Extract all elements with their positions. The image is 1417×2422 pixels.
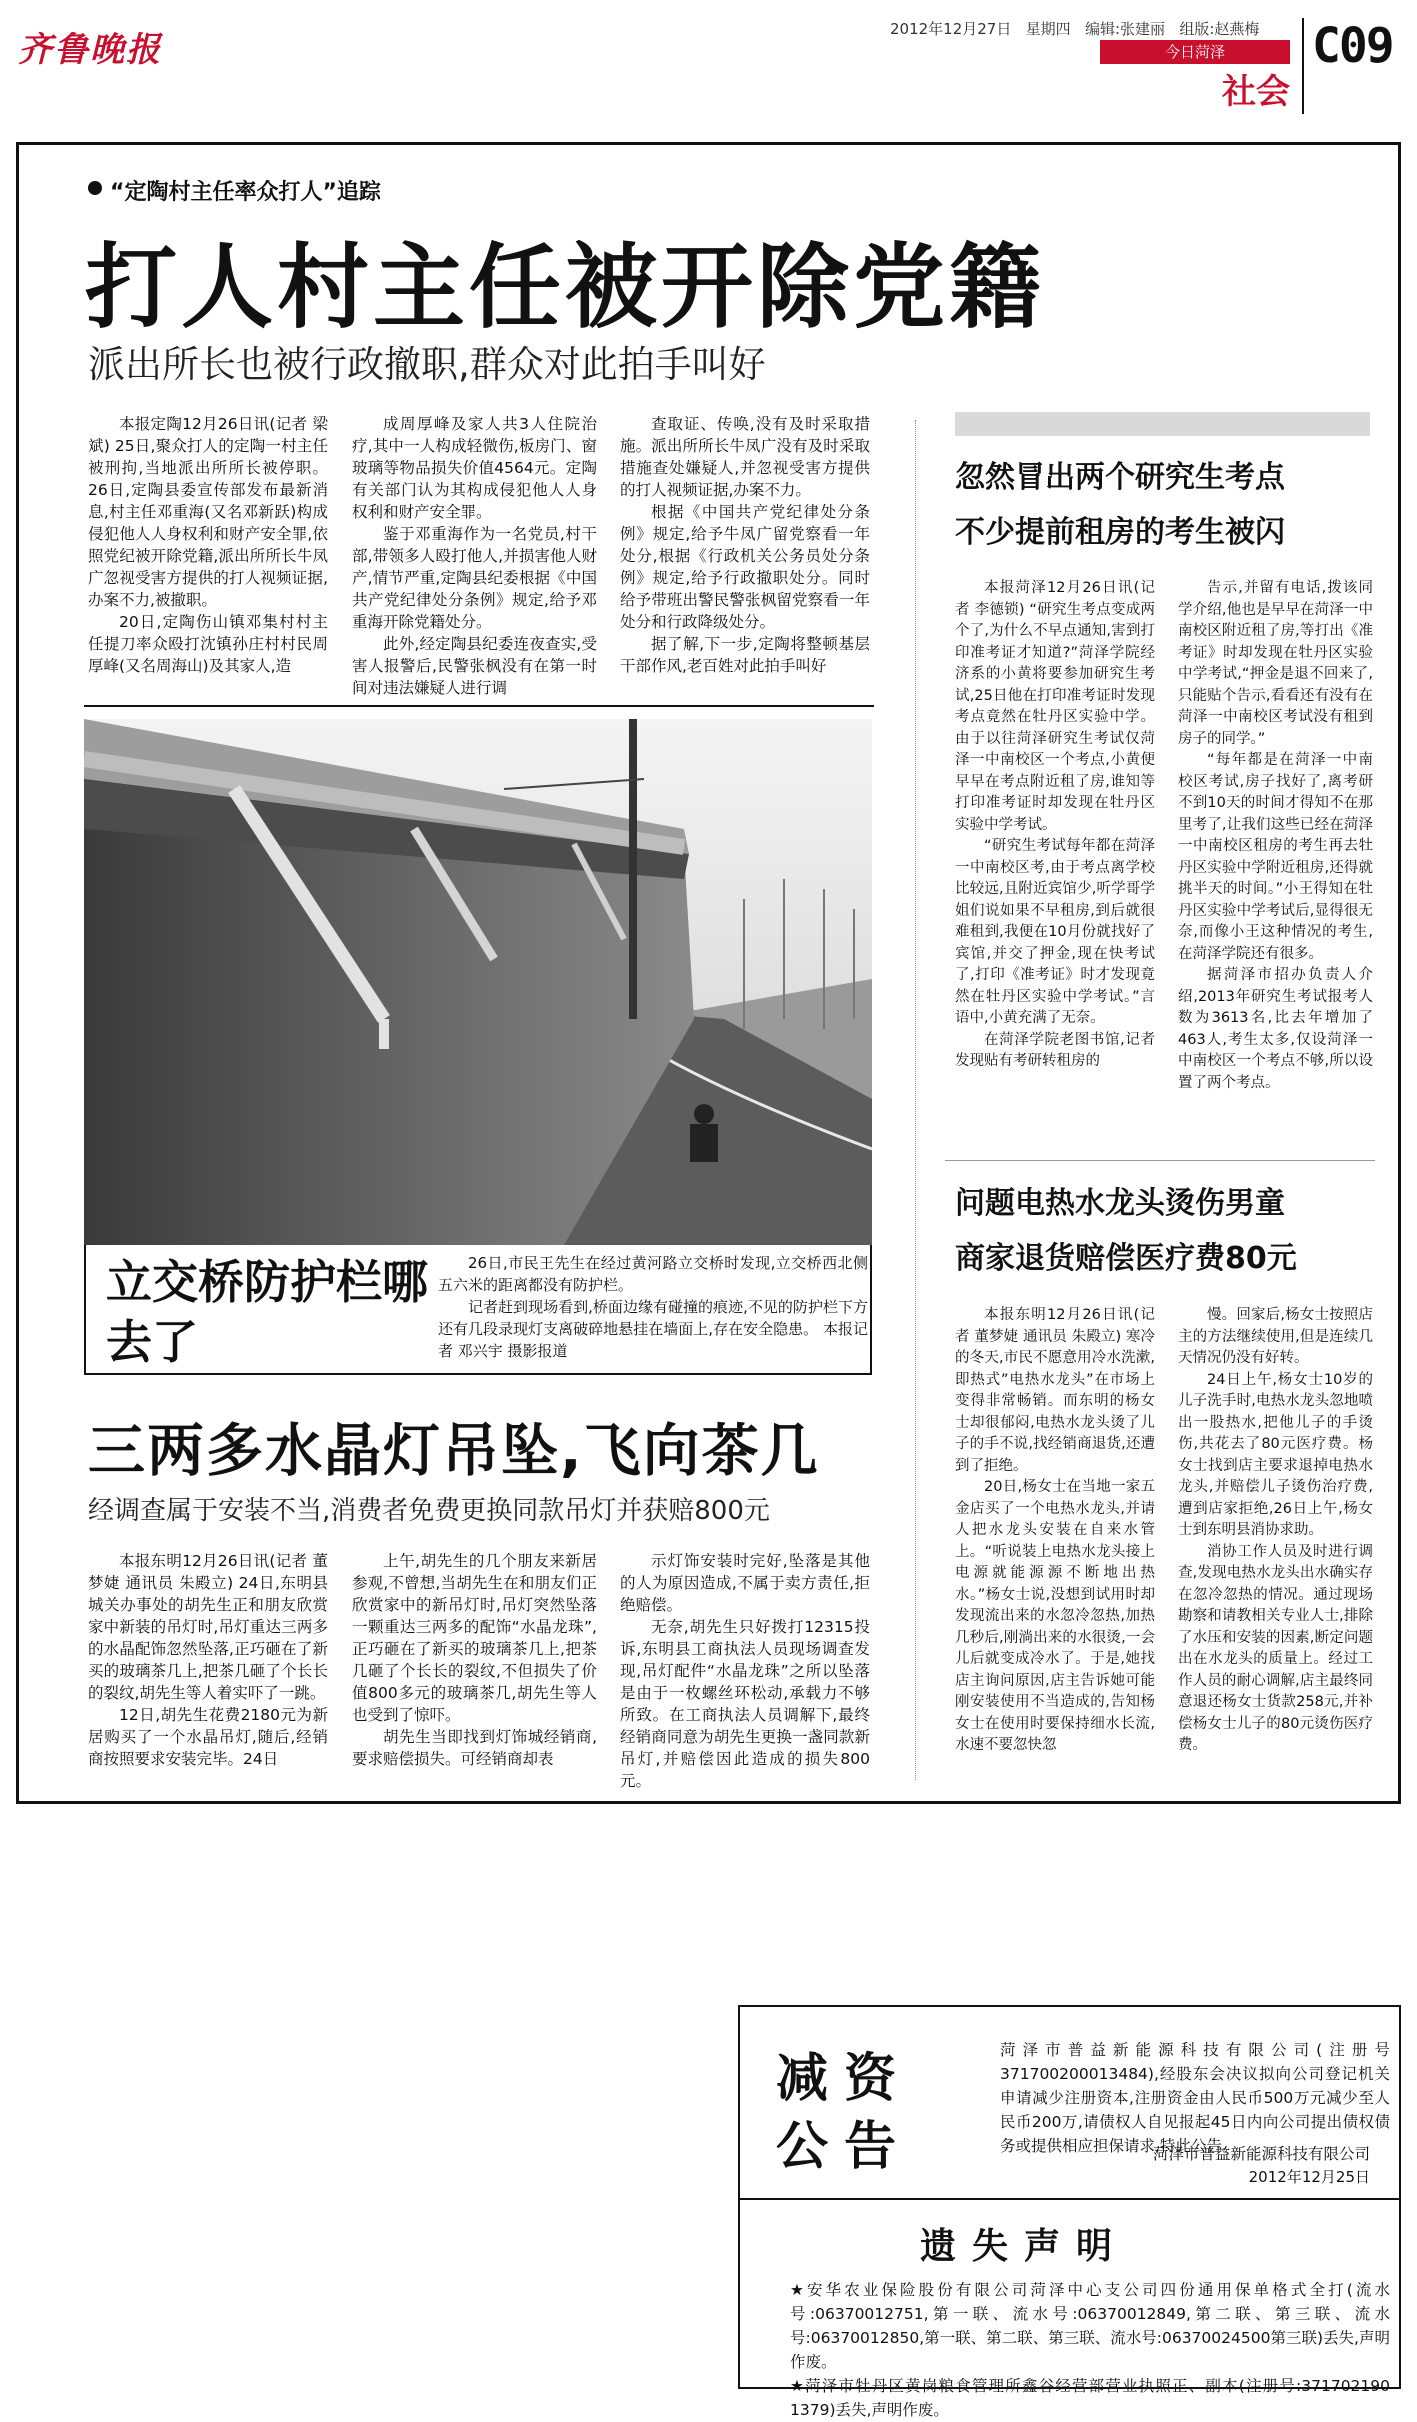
paragraph: 据了解,下一步,定陶将整顿基层干部作风,老百姓对此拍手叫好 [620,635,870,675]
paragraph: 上午,胡先生的几个朋友来新居参观,不曾想,当胡先生在和朋友们正欣赏家中的新吊灯时,吊灯突然坠落一颗重达三两多的配饰“水晶龙珠”,正巧砸在了新买的玻璃茶几上,把茶几砸了个长长的裂纹,不但损失了价值800多元的玻璃茶几,胡先生等人也受到了惊吓。 [352,1552,597,1724]
faucet-column-2 [1178,1305,1373,1757]
kicker-bullet-icon [88,181,102,195]
paragraph: 26日,市民王先生在经过黄河路立交桥时发现,立交桥西北侧五六米的距离都没有防护栏。 [438,1254,868,1294]
capital-reduction-notice-text: 菏泽市普益新能源科技有限公司(注册号371700200013484),经股东会决议拟向公司登记机关申请减少注册资本,注册资金由人民币500万元减少至人民币200万,请债权人自见报起45日内向公司提出债权债务或提供相应担保请求,特此公告。 [1000,2041,1390,2155]
issue-date: 2012年12月27日 [890,20,1012,38]
faucet-headline-line2: 商家退货赔偿医疗费80元 [955,1241,1297,1276]
lead-kicker: “定陶村主任率众打人”追踪 [110,180,381,205]
lost-notice-item: ★菏泽市牡丹区黄岗粮食管理所鑫谷经营部营业执照正、副本(注册号:371702190 1379)丢失,声明作废。 [790,2377,1390,2419]
newspaper-logo: 齐鲁晚报 [18,30,162,70]
ad-divider [740,2198,1399,2200]
notice-date: 2012年12月25日 [1248,2168,1370,2186]
overpass-photo [84,719,872,1245]
paragraph: 本报定陶12月26日讯(记者 梁斌) 25日,聚众打人的定陶一村主任被刑拘,当地派出所所长被停职。26日,定陶县委宣传部发布最新消息,村主任邓重海(又名邓新跃)构成侵犯他人人身权利和财产安全罪,依照党纪被开除党籍,派出所所长牛凤广忽视受害方提供的打人视频证据,办案不力,被撤职。 [88,415,328,609]
paragraph: 据菏泽市招办负责人介绍,2013年研究生考试报考人数为3613名,比去年增加了463人,考生太多,仅设菏泽一中南校区一个考点不够,所以设置了两个考点。 [1178,967,1373,1091]
paragraph: 鉴于邓重海作为一名党员,村干部,带领多人殴打他人,并损害他人财产,情节严重,定陶县纪委根据《中国共产党纪律处分条例》规定,给予邓重海开除党籍处分。 [352,525,597,631]
paragraph: 无奈,胡先生只好拨打12315投诉,东明县工商执法人员现场调查发现,吊灯配件“水晶龙珠”之所以坠落是由于一枚螺丝环松动,承载力不够所致。在工商执法人员调解下,最终经销商同意为胡先生更换一盏同款新吊灯,并赔偿因此造成的损失800元。 [620,1618,870,1790]
paragraph: 24日上午,杨女士10岁的儿子洗手时,电热水龙头忽地喷出一股热水,把他儿子的手烫伤,共花去了80元医疗费。杨女士找到店主要求退掉电热水龙头,并赔偿儿子烫伤治疗费,遭到店家拒绝,26日上午,杨女士到东明县消协求助。 [1178,1371,1373,1538]
paragraph: 12日,胡先生花费2180元为新居购买了一个水晶吊灯,随后,经销商按照要求安装完毕。24日 [88,1706,328,1768]
paragraph: 根据《中国共产党纪律处分条例》规定,给予牛凤广留党察看一年处分,根据《行政机关公务员处分条例》规定,给予行政撤职处分。同时给予带班出警民警张枫留党察看一年处分和行政降级处分。 [620,503,870,631]
faucet-column-1 [955,1305,1155,1757]
lead-headline: 打人村主任被开除党籍 [85,234,1046,341]
paragraph: 20日,杨女士在当地一家五金店买了一个电热水龙头,并请人把水龙头安装在自来水管上。“听说装上电热水龙头接上电源就能源源不断地出热水。”杨女士说,没想到试用时却发现流出来的水忽冷忽热,加热几秒后,刚淌出来的水很烫,一会儿后就变成冷水了。于是,她找店主询问原因,店主告诉她可能刚安装使用不当造成的,告知杨女士在使用时要保持细水长流,水速不要忽快忽 [955,1479,1155,1753]
section-rule [945,1160,1375,1161]
paragraph: 本报东明12月26日讯(记者 董梦婕 通讯员 朱殿立) 24日,东明县城关办事处的胡先生正和朋友欣赏家中新装的吊灯时,吊灯重达三两多的水晶配饰忽然坠落,正巧砸在了新买的玻璃茶几上,把茶几砸了个长长的裂纹,胡先生等人着实吓了一跳。 [88,1552,328,1702]
paragraph: 示灯饰安装时完好,坠落是其他的人为原因造成,不属于卖方责任,拒绝赔偿。 [620,1552,870,1614]
faucet-headline-line1: 问题电热水龙头烫伤男童 [955,1186,1285,1221]
paragraph: 胡先生当即找到灯饰城经销商,要求赔偿损失。可经销商却表 [352,1728,597,1768]
exam-column-2 [1178,578,1373,1094]
paragraph: 消协工作人员及时进行调查,发现电热水龙头出水确实存在忽冷忽热的情况。通过现场勘察和请教相关专业人士,排除了水压和安装的因素,断定问题出在水龙头的质量上。经过工作人员的耐心调解,店主最终同意退还杨女士货款258元,并补偿杨女士儿子的80元烫伤医疗费。 [1178,1543,1373,1753]
paragraph: 在菏泽学院老图书馆,记者发现贴有考研转租房的 [955,1031,1155,1069]
photo-story-title: 立交桥防护栏哪去了 [106,1255,428,1369]
paragraph: 本报菏泽12月26日讯(记者 李德锁) “研究生考点变成两个了,为什么不早点通知,害到打印准考证才知道?”菏泽学院经济系的小黄将要参加研究生考试,25日他在打印准考证时发现考点竟然在牡丹区实验中学。由于以往菏泽研究生考试仅菏泽一中南校区一个考点,小黄便早早在考点附近租了房,谁知等打印准考证时却发现在牡丹区实验中学考试。 [955,580,1155,833]
exam-column-1 [955,578,1155,1073]
capital-reduction-notice-title: 减资公告 [776,2049,913,2177]
photo-caption [438,1252,868,1362]
chandelier-headline: 三两多水晶灯吊坠,飞向茶几 [88,1418,820,1484]
right-column-bar [955,412,1370,436]
notice-signature: 菏泽市普益新能源科技有限公司 [1152,2145,1370,2163]
exam-headline-line2: 不少提前租房的考生被闪 [955,515,1285,550]
lost-notice-item: ★安华农业保险股份有限公司菏泽中心支公司四份通用保单格式全打(流水号:06370012751,第一联、流水号:06370012849,第二联、第三联、流水号:06370012850,第一联、第二联、第三联、流水号:06370024500第三联)丢失,声明作废。 [790,2281,1390,2371]
paragraph: 告示,并留有电话,拨该同学介绍,他也是早早在菏泽一中南校区附近租了房,等打出《准考证》时却发现在牡丹区实验中学考试,“押金是退不回来了,只能贴个告示,看看还有没有在菏泽一中南校区考试没有租到房子的同学。” [1178,580,1373,747]
paragraph: 此外,经定陶县纪委连夜查实,受害人报警后,民警张枫没有在第一时间对违法嫌疑人进行调 [352,635,597,697]
paragraph: “研究生考试每年都在菏泽一中南校区考,由于考点离学校比较远,且附近宾馆少,听学哥学姐们说如果不早租房,到后就很难租到,我便在10月份就找好了宾馆,并交了押金,现在快考试了,打印《准考证》时才发现竟然在牡丹区实验中学考试。”言语中,小黄充满了无奈。 [955,838,1155,1026]
lead-column-1 [88,413,328,677]
layout-credit: 组版:赵燕梅 [1179,20,1260,38]
paragraph: 查取证、传唤,没有及时采取措施。派出所所长牛凤广没有及时采取措施查处嫌疑人,并忽视受害方提供的打人视频证据,办案不力。 [620,415,870,499]
paragraph: 成周厚峰及家人共3人住院治疗,其中一人构成轻微伤,板房门、窗玻璃等物品损失价值4564元。定陶有关部门认为其构成侵犯他人人身权利和财产安全罪。 [352,415,597,521]
exam-headline-line1: 忽然冒出两个研究生考点 [955,460,1285,495]
paragraph: 慢。回家后,杨女士按照店主的方法继续使用,但是连续几天情况仍没有好转。 [1178,1307,1373,1366]
paragraph: 20日,定陶伤山镇邓集村村主任提刀率众殴打沈镇孙庄村村民周厚峰(又名周海山)及其家人,造 [88,613,328,675]
paragraph: 记者赶到现场看到,桥面边缘有碰撞的痕迹,不见的防护栏下方还有几段录现灯支离破碎地悬挂在墙面上,存在安全隐患。 本报记者 邓兴宇 摄影报道 [438,1298,868,1360]
lead-column-2 [352,413,597,699]
chandelier-subhead: 经调查属于安装不当,消费者免费更换同款吊灯并获赔800元 [88,1496,770,1526]
section-rule [84,705,874,707]
overpass-photo-illustration [84,719,872,1245]
chandelier-column-3 [620,1550,870,1792]
editor-credit: 编辑:张建丽 [1085,20,1166,38]
edition-tag: 今日菏泽 [1100,40,1290,64]
page-number: C09 [1312,18,1393,74]
lead-subhead: 派出所长也被行政撤职,群众对此拍手叫好 [88,343,766,386]
issue-meta [890,18,1259,39]
section-name: 社会 [1222,72,1290,112]
lost-notice-title: 遗失声明 [920,2226,1129,2267]
paragraph: “每年都是在菏泽一中南校区考试,房子找好了,离考研不到10天的时间才得知不在那里考了,让我们这些已经在菏泽一中南校区租房的考生再去牡丹区实验中学附近租房,还得就挑半天的时间。”小王得知在牡丹区实验中学考试后,显得很无奈,而像小王这种情况的考生,在菏泽学院还有很多。 [1178,752,1373,962]
issue-weekday: 星期四 [1025,20,1071,38]
paragraph: 本报东明12月26日讯(记者 董梦婕 通讯员 朱殿立) 寒冷的冬天,市民不愿意用冷水洗漱,即热式”电热水龙头”在市场上变得非常畅销。而东明的杨女士却很郁闷,电热水龙头烫了儿子的手不说,找经销商退货,还遭到了拒绝。 [955,1307,1155,1474]
column-divider [915,420,916,1780]
lead-column-3 [620,413,870,677]
chandelier-column-2 [352,1550,597,1770]
lost-notice-items [790,2278,1390,2422]
header-divider [1302,18,1304,114]
chandelier-column-1 [88,1550,328,1770]
